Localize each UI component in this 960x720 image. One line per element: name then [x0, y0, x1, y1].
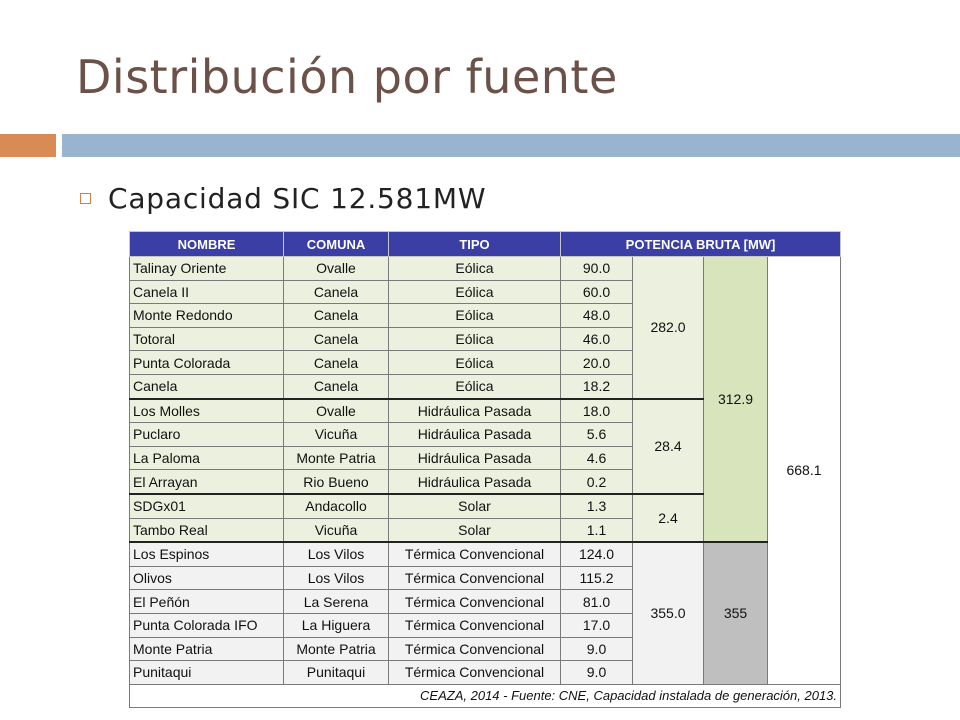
cell-tipo: Solar	[389, 518, 561, 542]
cell-nombre: Canela	[130, 374, 284, 398]
bullet-item	[80, 180, 486, 216]
cell-nombre: Punitaqui	[130, 661, 284, 685]
cell-tipo: Eólica	[389, 351, 561, 375]
cell-comuna: Rio Bueno	[284, 470, 389, 494]
grand-total: 668.1	[768, 257, 841, 685]
subtotal-renovable: 312.9	[704, 257, 768, 543]
cell-nombre: Los Molles	[130, 399, 284, 423]
cell-potencia: 46.0	[561, 327, 633, 351]
cell-comuna: Los Vilos	[284, 542, 389, 566]
table-header-row	[130, 232, 841, 257]
cell-nombre: Monte Redondo	[130, 304, 284, 328]
cell-comuna: Los Vilos	[284, 566, 389, 590]
capacity-table	[129, 231, 841, 708]
cell-nombre: Puclaro	[130, 423, 284, 447]
cell-potencia: 48.0	[561, 304, 633, 328]
header-potencia: POTENCIA BRUTA [MW]	[561, 232, 841, 257]
table-source-note: CEAZA, 2014 - Fuente: CNE, Capacidad instalada de generación, 2013.	[130, 684, 841, 708]
cell-nombre: Monte Patria	[130, 637, 284, 661]
table-row	[130, 257, 841, 281]
cell-tipo: Eólica	[389, 257, 561, 281]
cell-comuna: Ovalle	[284, 257, 389, 281]
cell-potencia: 18.0	[561, 399, 633, 423]
cell-comuna: Vicuña	[284, 423, 389, 447]
cell-tipo: Térmica Convencional	[389, 590, 561, 614]
subtotal-termica-group: 355	[704, 542, 768, 684]
cell-comuna: Monte Patria	[284, 637, 389, 661]
cell-comuna: Canela	[284, 304, 389, 328]
cell-tipo: Térmica Convencional	[389, 613, 561, 637]
cell-potencia: 5.6	[561, 423, 633, 447]
cell-nombre: Tambo Real	[130, 518, 284, 542]
cell-tipo: Eólica	[389, 304, 561, 328]
header-tipo: TIPO	[389, 232, 561, 257]
cell-comuna: Monte Patria	[284, 446, 389, 470]
cell-tipo: Eólica	[389, 327, 561, 351]
cell-comuna: Ovalle	[284, 399, 389, 423]
cell-comuna: Canela	[284, 280, 389, 304]
cell-potencia: 9.0	[561, 637, 633, 661]
cell-tipo: Térmica Convencional	[389, 661, 561, 685]
accent-bar-blue	[62, 134, 960, 157]
cell-potencia: 4.6	[561, 446, 633, 470]
cell-comuna: Canela	[284, 374, 389, 398]
cell-tipo: Hidráulica Pasada	[389, 446, 561, 470]
cell-nombre: Punta Colorada	[130, 351, 284, 375]
subtotal-solar: 2.4	[633, 494, 704, 542]
cell-potencia: 9.0	[561, 661, 633, 685]
cell-potencia: 1.1	[561, 518, 633, 542]
cell-comuna: Andacollo	[284, 494, 389, 518]
cell-nombre: Canela II	[130, 280, 284, 304]
cell-nombre: Punta Colorada IFO	[130, 613, 284, 637]
cell-potencia: 124.0	[561, 542, 633, 566]
cell-tipo: Térmica Convencional	[389, 542, 561, 566]
cell-comuna: La Serena	[284, 590, 389, 614]
cell-comuna: Canela	[284, 351, 389, 375]
cell-nombre: Los Espinos	[130, 542, 284, 566]
cell-comuna: Punitaqui	[284, 661, 389, 685]
bullet-text: Capacidad SIC 12.581MW	[108, 181, 487, 215]
cell-potencia: 0.2	[561, 470, 633, 494]
cell-nombre: SDGx01	[130, 494, 284, 518]
source-row	[130, 684, 841, 708]
cell-nombre: Talinay Oriente	[130, 257, 284, 281]
cell-comuna: Vicuña	[284, 518, 389, 542]
subtotal-hidraulica: 28.4	[633, 399, 704, 494]
accent-bar-orange	[0, 134, 56, 157]
cell-potencia: 115.2	[561, 566, 633, 590]
cell-nombre: El Arrayan	[130, 470, 284, 494]
subtotal-termica: 355.0	[633, 542, 704, 684]
cell-tipo: Térmica Convencional	[389, 637, 561, 661]
cell-potencia: 17.0	[561, 613, 633, 637]
cell-nombre: La Paloma	[130, 446, 284, 470]
table-row	[130, 542, 841, 566]
cell-tipo: Térmica Convencional	[389, 566, 561, 590]
cell-potencia: 18.2	[561, 374, 633, 398]
cell-tipo: Solar	[389, 494, 561, 518]
square-bullet-icon	[80, 193, 91, 204]
header-comuna: COMUNA	[284, 232, 389, 257]
subtotal-eolica: 282.0	[633, 257, 704, 399]
cell-nombre: Olivos	[130, 566, 284, 590]
cell-potencia: 60.0	[561, 280, 633, 304]
cell-potencia: 20.0	[561, 351, 633, 375]
cell-nombre: El Peñón	[130, 590, 284, 614]
cell-tipo: Hidráulica Pasada	[389, 399, 561, 423]
cell-comuna: Canela	[284, 327, 389, 351]
cell-tipo: Hidráulica Pasada	[389, 423, 561, 447]
cell-tipo: Hidráulica Pasada	[389, 470, 561, 494]
cell-potencia: 81.0	[561, 590, 633, 614]
cell-tipo: Eólica	[389, 374, 561, 398]
cell-potencia: 90.0	[561, 257, 633, 281]
cell-tipo: Eólica	[389, 280, 561, 304]
slide-title: Distribución por fuente	[76, 50, 618, 104]
cell-nombre: Totoral	[130, 327, 284, 351]
header-nombre: NOMBRE	[130, 232, 284, 257]
cell-comuna: La Higuera	[284, 613, 389, 637]
cell-potencia: 1.3	[561, 494, 633, 518]
